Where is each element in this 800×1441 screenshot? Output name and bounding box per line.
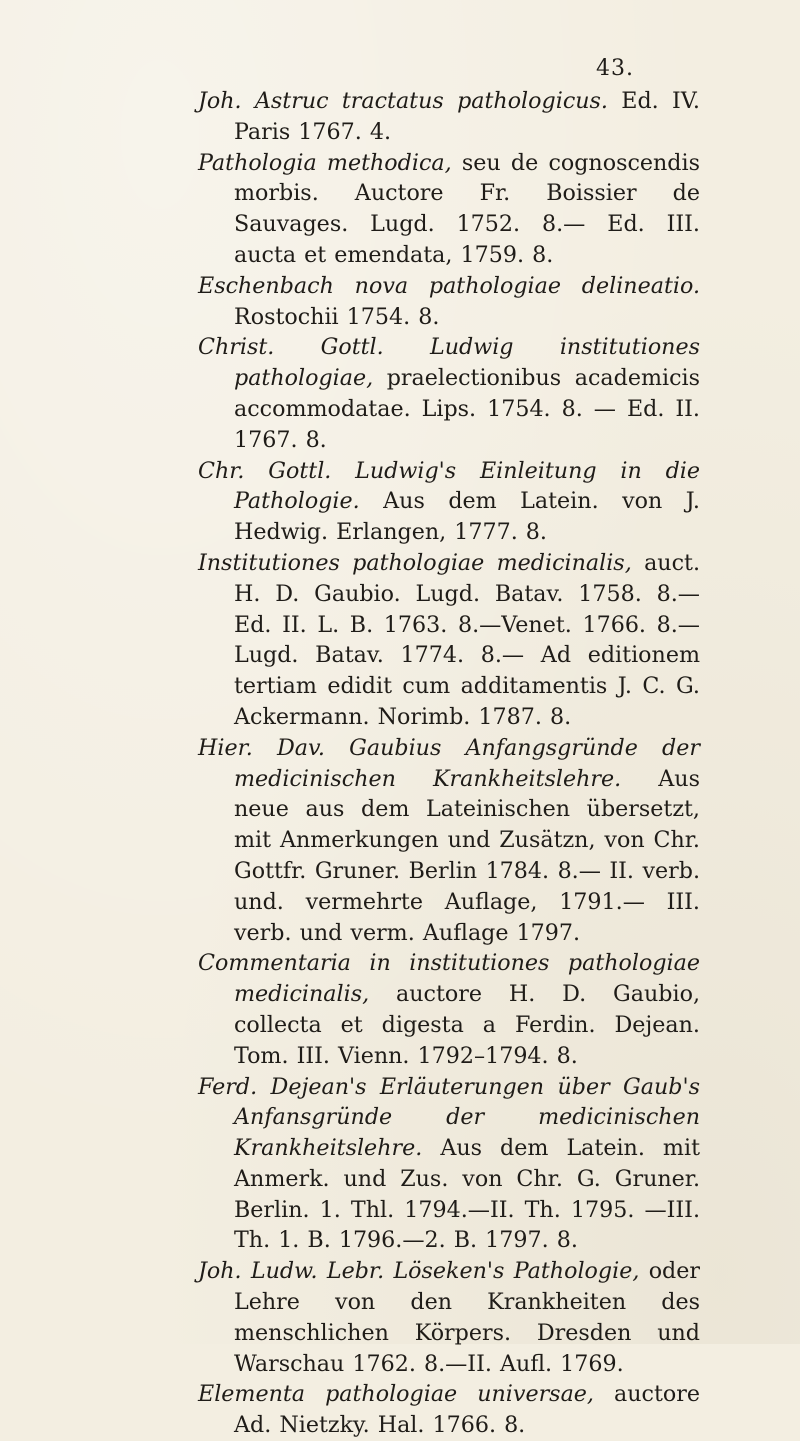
entry-title: in institutiones pathologiae medicinalis, xyxy=(234,950,700,1008)
entry-author: Hier. Dav. Gaubius xyxy=(198,734,442,761)
bibliography-entry xyxy=(198,1072,700,1257)
bibliography-entry xyxy=(198,332,700,455)
entry-details: Aus dem Latein. mit Anmerk. und Zus. von Chr. G. Gruner. Berlin. 1. Thl. 1794.—II. Th. 1795. —III. Th. 1. B. 1796.—2. B. 1797. 8. xyxy=(234,1135,700,1254)
entry-details: seu de cognoscendis morbis. Auctore Fr. Boissier de Sauvages. Lugd. 1752. 8.— Ed. III. aucta et emendata, 1759. 8. xyxy=(234,149,700,268)
entry-title: Erläuterungen über Gaub's Anfansgründe der medicinischen Krankheitslehre. xyxy=(234,1073,700,1162)
entry-author: Eschenbach xyxy=(198,272,334,299)
bibliography-entry xyxy=(198,733,700,949)
entry-title: pathologiae medicinalis, xyxy=(339,549,632,576)
entry-title: nova pathologiae delineatio. xyxy=(333,272,700,299)
entry-title: methodica, xyxy=(316,149,452,176)
bibliography-list xyxy=(198,86,700,1441)
bibliography-entry xyxy=(198,456,700,548)
entry-author: Institutiones xyxy=(198,549,340,576)
entry-author: Christ. Gottl. Ludwig xyxy=(198,334,514,361)
entry-title: Anfangsgründe der medicinischen Krankheitslehre. xyxy=(234,734,700,792)
entry-author: Joh. Astruc xyxy=(198,88,329,114)
entry-details: auct. H. D. Gaubio. Lugd. Batav. 1758. 8.— Ed. II. L. B. 1763. 8.—Venet. 1766. 8.—Lugd. Batav. 1774. 8.— Ad editionem tertiam edidit cum additamentis J. C. G. Ackermann. Norimb. 1787. 8. xyxy=(234,549,700,730)
entry-details: Ed. IV. Paris 1767. 4. xyxy=(234,88,700,145)
bibliography-entry xyxy=(198,86,700,148)
entry-details: auctore Ad. Nietzky. Hal. 1766. 8. xyxy=(234,1381,700,1439)
entry-author: Elementa xyxy=(198,1381,306,1408)
entry-details: Aus dem Latein. von J. Hedwig. Erlangen, 1777. 8. xyxy=(234,488,700,546)
bibliography-entry xyxy=(198,1256,700,1379)
entry-details: auctore H. D. Gaubio, collecta et digesta a Ferdin. Dejean. Tom. III. Vienn. 1792–1794. 8. xyxy=(234,981,700,1069)
entry-title: Pathologie, xyxy=(504,1258,640,1285)
entry-author: Ferd. Dejean's xyxy=(198,1073,367,1100)
entry-details: Aus neue aus dem Lateinischen übersetzt, mit Anmerkungen und Zusätzn, von Chr. Gottfr. Gruner. Berlin 1784. 8.— II. verb. und. vermehrte Auflage, 1791.— III. verb. und verm. Auflage 1797. xyxy=(234,765,700,946)
entry-details: praelectionibus academicis accommodatae. Lips. 1754. 8. — Ed. II. 1767. 8. xyxy=(234,365,700,453)
bibliography-entry xyxy=(198,271,700,333)
page-number: 43. xyxy=(596,56,634,81)
bibliography-entry xyxy=(198,548,700,733)
entry-title: Einleitung in die Pathologie. xyxy=(234,457,700,515)
bibliography-entry xyxy=(198,1379,700,1441)
bibliography-entry xyxy=(198,148,700,271)
entry-title: tractatus pathologicus. xyxy=(328,88,608,114)
entry-author: Pathologia xyxy=(198,149,317,176)
entry-author: Commentaria xyxy=(198,950,351,977)
entry-title: institutiones pathologiae, xyxy=(234,334,700,392)
entry-details: Rostochii 1754. 8. xyxy=(234,303,440,330)
bibliography-entry xyxy=(198,948,700,1071)
entry-author: Chr. Gottl. Ludwig's xyxy=(198,457,457,484)
entry-author: Joh. Ludw. Lebr. Löseken's xyxy=(198,1258,505,1285)
entry-title: pathologiae universae, xyxy=(305,1381,594,1408)
entry-details: oder Lehre von den Krankheiten des menschlichen Körpers. Dresden und Warschau 1762. 8.—II. Aufl. 1769. xyxy=(234,1258,700,1377)
